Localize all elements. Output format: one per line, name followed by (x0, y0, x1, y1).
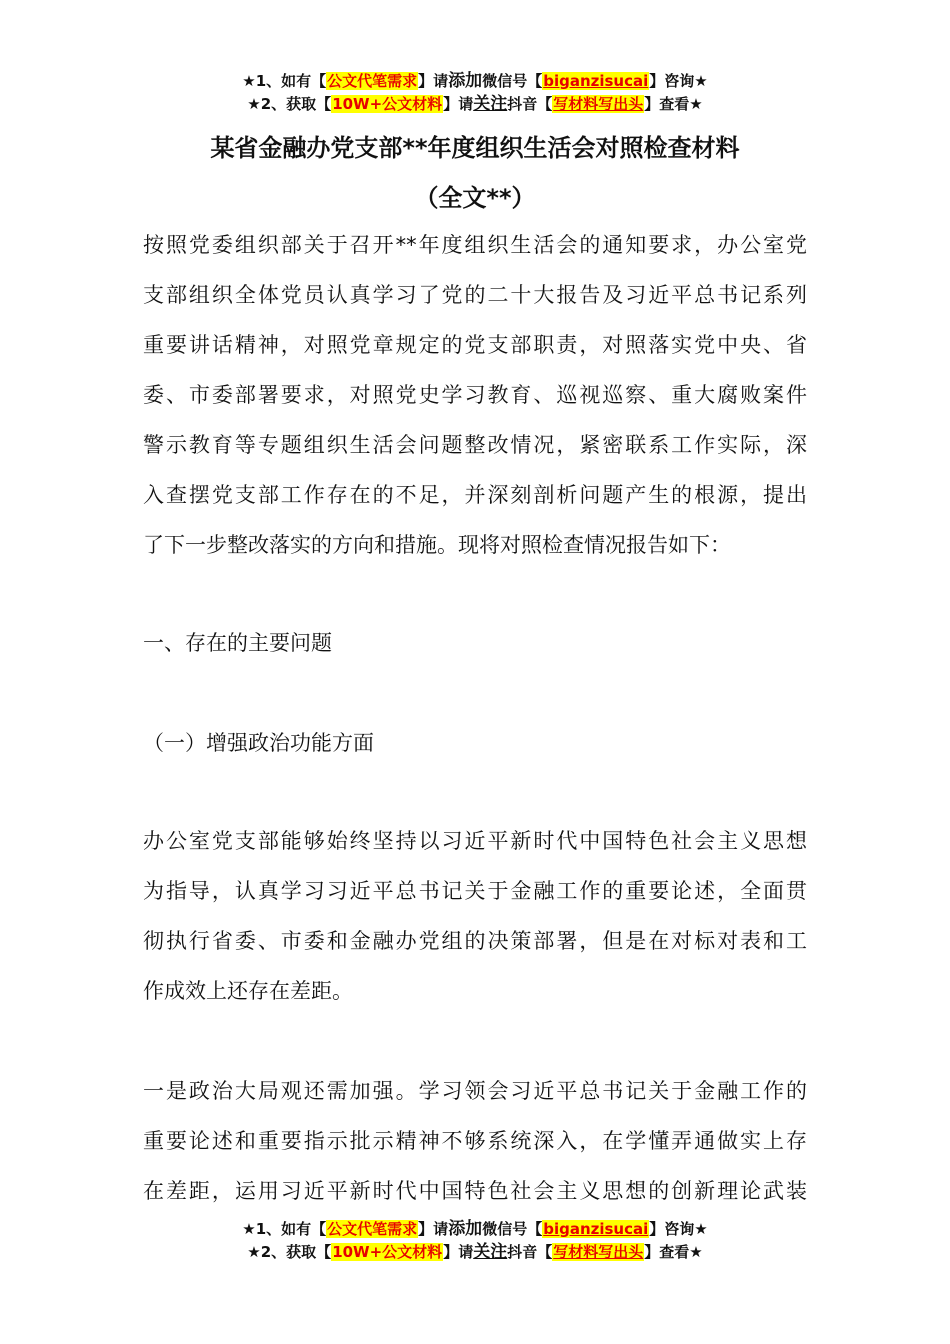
body1-line: 为指导，认真学习习近平总书记关于金融工作的重要论述，全面贯 (143, 879, 807, 903)
section-heading-text: 一、存在的主要问题 (143, 631, 332, 655)
body2-line: 一是政治大局观还需加强。学习领会习近平总书记关于金融工作的 (143, 1079, 807, 1103)
promo-line-2 (0, 93, 950, 116)
promo-line-1 (0, 1218, 950, 1241)
promo-1-highlight: 公文代笔需求 (327, 72, 418, 90)
intro-line: 委、市委部署要求，对照党史学习教育、巡视巡察、重大腐败案件 (143, 383, 807, 407)
promo-line-2 (0, 1241, 950, 1264)
promo-1-mid2: 微信号【 (482, 72, 543, 90)
body2-line: 在差距，运用习近平新时代中国特色社会主义思想的创新理论武装 (143, 1179, 807, 1203)
promo-1-emph: 添加 (448, 1219, 483, 1239)
intro-line: 警示教育等专题组织生活会问题整改情况，紧密联系工作实际，深 (143, 433, 807, 457)
intro-line: 了下一步整改落实的方向和措施。现将对照检查情况报告如下： (143, 533, 731, 557)
promo-2-suffix: 】查看★ (644, 95, 703, 113)
promo-1-emph: 添加 (448, 71, 483, 91)
subsection-heading (143, 718, 807, 768)
body1-line: 办公室党支部能够始终坚持以习近平新时代中国特色社会主义思想 (143, 829, 807, 853)
document-subtitle: （全文**） (414, 184, 536, 212)
promo-1-mid2: 微信号【 (482, 1220, 543, 1238)
intro-line: 入查摆党支部工作存在的不足，并深刻剖析问题产生的根源，提出 (143, 483, 807, 507)
promo-1-prefix: ★1、如有【 (242, 1220, 327, 1238)
promo-2-mid1: 】请 (443, 95, 474, 113)
promo-2-prefix: ★2、获取【 (247, 95, 332, 113)
section-heading (143, 618, 807, 668)
body1-line: 彻执行省委、市委和金融办党组的决策部署，但是在对标对表和工 (143, 929, 807, 953)
promo-1-mid1: 】请 (418, 1220, 449, 1238)
promo-line-1 (0, 70, 950, 93)
promo-1-prefix: ★1、如有【 (242, 72, 327, 90)
promo-banner-top (0, 70, 950, 116)
promo-1-suffix: 】咨询★ (649, 72, 708, 90)
promo-2-highlight: 10W+公文材料 (332, 95, 443, 113)
promo-1-wechat-id: biganzisucai (543, 72, 649, 90)
promo-2-douyin-id: 写材料写出头 (553, 1243, 644, 1261)
promo-banner-bottom (0, 1218, 950, 1264)
promo-1-wechat-id: biganzisucai (543, 1220, 649, 1238)
promo-1-highlight: 公文代笔需求 (327, 1220, 418, 1238)
body2-line: 重要论述和重要指示批示精神不够系统深入，在学懂弄通做实上存 (143, 1129, 807, 1153)
promo-1-suffix: 】咨询★ (649, 1220, 708, 1238)
promo-2-mid2: 抖音【 (507, 95, 553, 113)
body1-line: 作成效上还存在差距。 (143, 979, 353, 1003)
intro-paragraph (143, 220, 807, 570)
intro-line: 支部组织全体党员认真学习了党的二十大报告及习近平总书记系列 (143, 283, 807, 307)
promo-2-mid2: 抖音【 (507, 1243, 553, 1261)
promo-2-suffix: 】查看★ (644, 1243, 703, 1261)
intro-line: 重要讲话精神，对照党章规定的党支部职责，对照落实党中央、省 (143, 333, 807, 357)
promo-2-emph: 关注 (473, 1242, 508, 1262)
promo-2-douyin-id: 写材料写出头 (553, 95, 644, 113)
body-paragraph-1 (143, 816, 807, 1016)
intro-line: 按照党委组织部关于召开**年度组织生活会的通知要求，办公室党 (143, 233, 807, 257)
promo-2-prefix: ★2、获取【 (247, 1243, 332, 1261)
document-title: 某省金融办党支部**年度组织生活会对照检查材料 (210, 134, 740, 162)
promo-2-mid1: 】请 (443, 1243, 474, 1261)
body-paragraph-2 (143, 1066, 807, 1216)
subsection-heading-text: （一）增强政治功能方面 (143, 731, 374, 755)
promo-2-highlight: 10W+公文材料 (332, 1243, 443, 1261)
promo-1-mid1: 】请 (418, 72, 449, 90)
promo-2-emph: 关注 (473, 94, 508, 114)
